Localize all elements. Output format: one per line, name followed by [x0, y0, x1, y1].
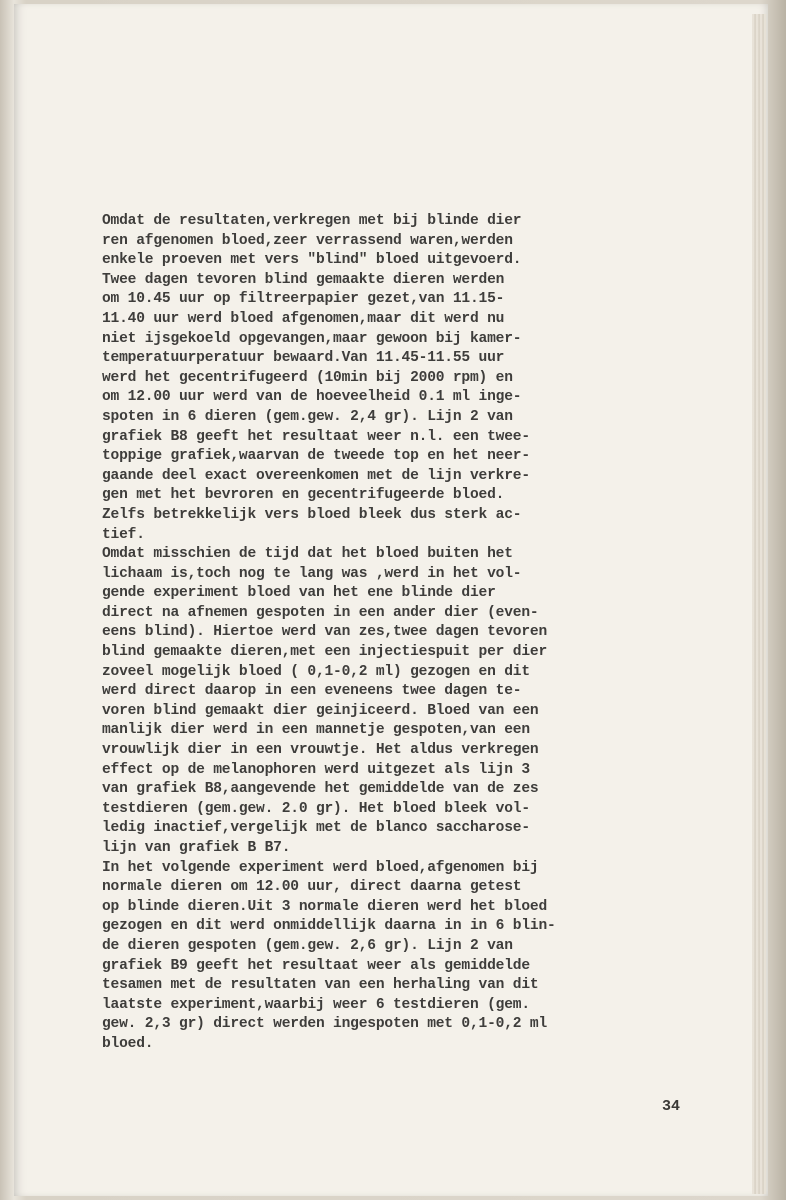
- text-line: grafiek B8 geeft het resultaat weer n.l. een twee-: [102, 428, 530, 445]
- text-line: temperatuurperatuur bewaard.Van 11.45-11.55 uur: [102, 350, 505, 367]
- text-line: grafiek B9 geeft het resultaat weer als gemiddelde: [102, 957, 530, 974]
- text-line: zoveel mogelijk bloed ( 0,1-0,2 ml) gezogen en dit: [102, 663, 530, 680]
- text-line: de dieren gespoten (gem.gew. 2,6 gr). Lijn 2 van: [102, 937, 513, 954]
- text-line: ren afgenomen bloed,zeer verrassend waren,werden: [102, 232, 513, 249]
- text-line: ledig inactief,vergelijk met de blanco saccharose-: [102, 820, 530, 837]
- text-line: niet ijsgekoeld opgevangen,maar gewoon bij kamer-: [102, 330, 522, 347]
- text-line: gew. 2,3 gr) direct werden ingespoten met 0,1-0,2 ml: [102, 1016, 547, 1033]
- page-stack-edge: [752, 14, 766, 1194]
- text-line: tief.: [102, 526, 145, 543]
- text-line: effect op de melanophoren werd uitgezet als lijn 3: [102, 761, 530, 778]
- text-line: lijn van grafiek B B7.: [102, 840, 291, 856]
- text-line: normale dieren om 12.00 uur, direct daarna getest: [102, 879, 522, 896]
- text-line: testdieren (gem.gew. 2.0 gr). Het bloed bleek vol-: [102, 800, 530, 817]
- text-line: gaande deel exact overeenkomen met de lijn verkre-: [102, 467, 530, 484]
- text-line: spoten in 6 dieren (gem.gew. 2,4 gr). Lijn 2 van: [102, 408, 513, 425]
- text-line: gezogen en dit werd onmiddellijk daarna in in 6 blin-: [102, 918, 556, 935]
- text-line: om 10.45 uur op filtreerpapier gezet,van 11.15-: [102, 291, 505, 308]
- text-line: Omdat de resultaten,verkregen met bij blinde dier: [102, 213, 522, 229]
- text-line: werd direct daarop in een eveneens twee dagen te-: [102, 683, 522, 700]
- text-line: laatste experiment,waarbij weer 6 testdieren (gem.: [102, 996, 530, 1013]
- text-line: manlijk dier werd in een mannetje gespoten,van een: [102, 722, 530, 739]
- text-line: toppige grafiek,waarvan de tweede top en het neer-: [102, 448, 530, 465]
- text-line: bloed.: [102, 1035, 154, 1052]
- text-line: Zelfs betrekkelijk vers bloed bleek dus sterk ac-: [102, 506, 522, 523]
- text-line: tesamen met de resultaten van een herhaling van dit: [102, 977, 539, 994]
- text-line: van grafiek B8,aangevende het gemiddelde van de zes: [102, 781, 539, 798]
- text-line: voren blind gemaakt dier geinjiceerd. Bloed van een: [102, 702, 539, 719]
- text-line: om 12.00 uur werd van de hoeveelheid 0.1 ml inge-: [102, 389, 522, 406]
- text-line: lichaam is,toch nog te lang was ,werd in het vol-: [102, 565, 522, 582]
- page-number: 34: [662, 1098, 681, 1115]
- text-line: gende experiment bloed van het ene blinde dier: [102, 585, 496, 602]
- text-line: vrouwlijk dier in een vrouwtje. Het aldus verkregen: [102, 742, 539, 759]
- text-line: direct na afnemen gespoten in een ander dier (even-: [102, 604, 539, 621]
- text-line: gen met het bevroren en gecentrifugeerde bloed.: [102, 487, 505, 504]
- text-line: Omdat misschien de tijd dat het bloed buiten het: [102, 546, 513, 563]
- text-line: op blinde dieren.Uit 3 normale dieren werd het bloed: [102, 898, 547, 915]
- typewritten-text-block: [102, 212, 686, 1055]
- text-line: eens blind). Hiertoe werd van zes,twee dagen tevoren: [102, 624, 547, 641]
- text-line: In het volgende experiment werd bloed,afgenomen bij: [102, 859, 539, 876]
- text-line: blind gemaakte dieren,met een injectiespuit per dier: [102, 644, 547, 661]
- text-line: enkele proeven met vers "blind" bloed uitgevoerd.: [102, 252, 522, 269]
- text-line: 11.40 uur werd bloed afgenomen,maar dit werd nu: [102, 310, 505, 327]
- text-line: Twee dagen tevoren blind gemaakte dieren werden: [102, 271, 505, 288]
- text-line: werd het gecentrifugeerd (10min bij 2000 rpm) en: [102, 369, 513, 386]
